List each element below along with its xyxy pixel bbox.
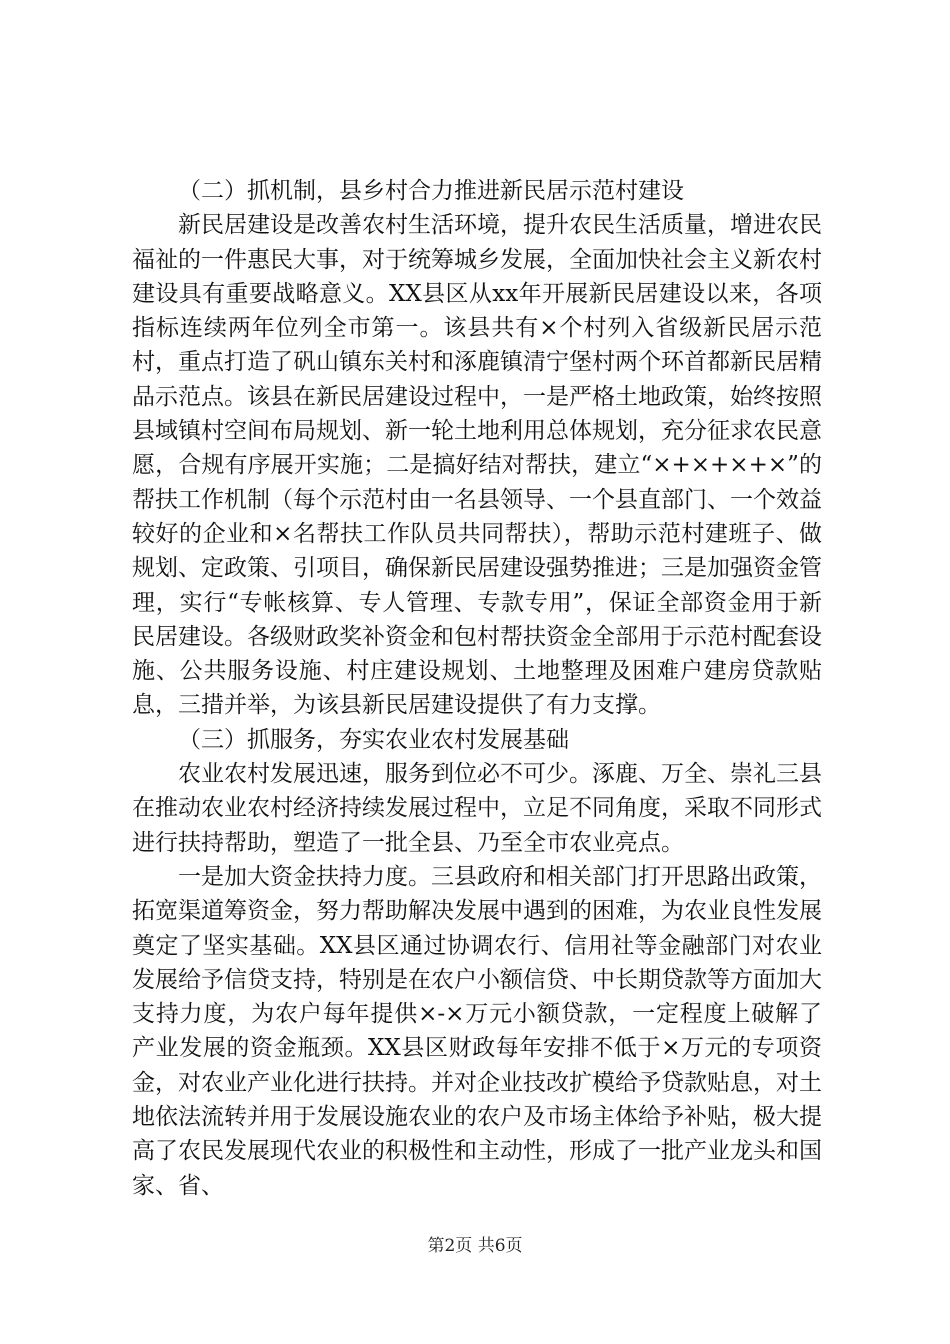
section-heading-2: （二）抓机制，县乡村合力推进新民居示范村建设: [178, 178, 684, 204]
paragraph-new-residence: 新民居建设是改善农村生活环境，提升农民生活质量，增进农民福祉的一件惠民大事，对于统筹城乡发展，全面加快社会主义新农村建设具有重要战略意义。XX县区从xx年开展新民居建设以来，各项指标连续两年位列全市第一。该县共有×个村列入省级新民居示范村，重点打造了矾山镇东关村和涿鹿镇清宁堡村两个环首都新民居精品示范点。该县在新民居建设过程中，一是严格土地政策，始终按照县域镇村空间布局规划、新一轮土地利用总体规划，充分征求农民意愿，合规有序展开实施；二是搞好结对帮扶，建立“×+×+×+×”的帮扶工作机制（每个示范村由一名县领导、一个县直部门、一个效益较好的企业和×名帮扶工作队员共同帮扶），帮助示范村建班子、做规划、定政策、引项目，确保新民居建设强势推进；三是加强资金管理，实行“专帐核算、专人管理、专款专用”，保证全部资金用于新民居建设。各级财政奖补资金和包村帮扶资金全部用于示范村配套设施、公共服务设施、村庄建设规划、土地整理及困难户建房贷款贴息，三措并举，为该县新民居建设提供了有力支撑。: [132, 212, 822, 719]
document-body: [132, 174, 822, 1203]
section-heading-3: （三）抓服务，夯实农业农村发展基础: [178, 726, 569, 753]
paragraph-funding-support: 一是加大资金扶持力度。三县政府和相关部门打开思路出政策，拓宽渠道筹资金，努力帮助解决发展中遇到的困难，为农业良性发展奠定了坚实基础。XX县区通过协调农行、信用社等金融部门对农业发展给予信贷支持，特别是在农户小额信贷、中长期贷款等方面加大支持力度，为农户每年提供×-×万元小额贷款，一定程度上破解了产业发展的资金瓶颈。XX县区财政每年安排不低于×万元的专项资金，对农业产业化进行扶持。并对企业技改扩模给予贷款贴息，对土地依法流转并用于发展设施农业的农户及市场主体给予补贴，极大提高了农民发展现代农业的积极性和主动性，形成了一批产业龙头和国家、省、: [132, 863, 822, 1199]
paragraph-service-intro: 农业农村发展迅速，服务到位必不可少。涿鹿、万全、崇礼三县在推动农业农村经济持续发展过程中，立足不同角度，采取不同形式进行扶持帮助，塑造了一批全县、乃至全市农业亮点。: [132, 761, 822, 856]
page-footer: 第2页 共6页: [427, 1236, 523, 1256]
